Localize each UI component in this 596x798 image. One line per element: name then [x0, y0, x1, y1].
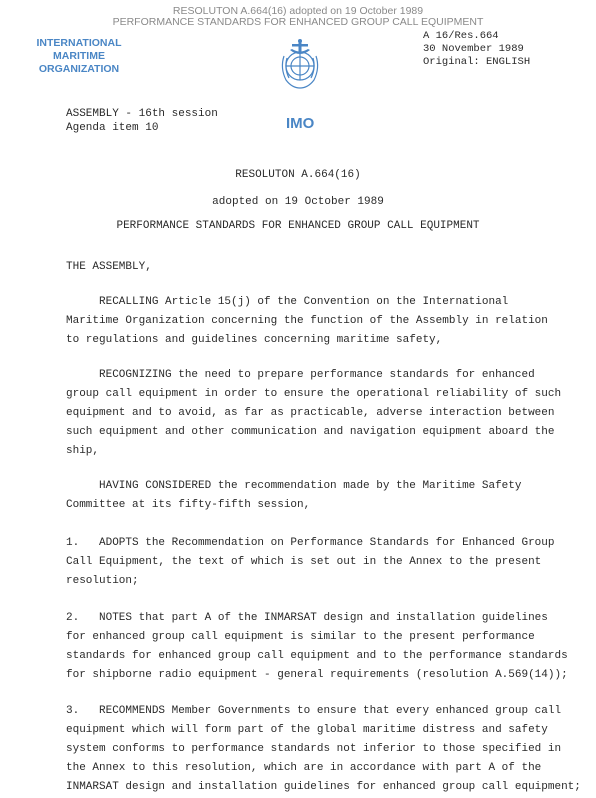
document-number: A 16/Res.664: [423, 30, 499, 42]
document-date: 30 November 1989: [423, 43, 524, 55]
paragraph-line: to regulations and guidelines concerning maritime safety,: [66, 334, 443, 346]
session-info: [66, 107, 218, 135]
paragraph-line: HAVING CONSIDERED the recommendation made by the Maritime Safety: [66, 480, 522, 492]
body-paragraph: [66, 477, 536, 515]
session-line: ASSEMBLY - 16th session: [66, 108, 218, 120]
body-paragraph: [66, 366, 562, 461]
resolution-subject: PERFORMANCE STANDARDS FOR ENHANCED GROUP CALL EQUIPMENT: [116, 220, 480, 232]
paragraph-line: the Annex to this resolution, which are in accordance with part A of the: [66, 762, 542, 774]
paragraph-line: 2. NOTES that part A of the INMARSAT design and installation guidelines: [66, 612, 548, 624]
resolution-number: RESOLUTON A.664(16): [235, 169, 361, 181]
paragraph-line: standards for enhanced group call equipment and to the performance standards: [66, 650, 568, 662]
paragraph-line: Committee at its fifty-fifth session,: [66, 499, 311, 511]
paragraph-line: RECOGNIZING the need to prepare performance standards for enhanced: [66, 369, 535, 381]
running-header-line-1: RESOLUTON A.664(16) adopted on 19 October 1989: [172, 5, 424, 17]
paragraph-line: 1. ADOPTS the Recommendation on Performance Standards for Enhanced Group: [66, 537, 555, 549]
document-reference: [423, 30, 530, 69]
paragraph-line: for shipborne radio equipment - general requirements (resolution A.569(14));: [66, 669, 568, 681]
paragraph-line: 3. RECOMMENDS Member Governments to ensure that every enhanced group call: [66, 705, 562, 717]
running-header-line-2: PERFORMANCE STANDARDS FOR ENHANCED GROUP CALL EQUIPMENT: [112, 16, 484, 28]
paragraph-line: RECALLING Article 15(j) of the Convention on the International: [66, 296, 509, 308]
body-paragraph: [66, 534, 555, 591]
assembly-heading: THE ASSEMBLY,: [66, 261, 152, 273]
agenda-line: Agenda item 10: [66, 122, 159, 134]
organization-name-line-1: INTERNATIONAL MARITIME: [36, 37, 122, 62]
body-paragraph: [66, 609, 568, 685]
paragraph-line: INMARSAT design and installation guidelines for enhanced group call equipment;: [66, 781, 581, 793]
imo-label: IMO: [286, 115, 315, 132]
body-paragraph: [66, 293, 548, 350]
document-original-language: Original: ENGLISH: [423, 56, 531, 68]
paragraph-line: system conforms to performance standards not inferior to those specified in: [66, 743, 562, 755]
paragraph-line: such equipment and other communication and navigation equipment aboard the: [66, 426, 555, 438]
un-emblem-icon: [272, 38, 328, 90]
organization-name: [10, 37, 148, 76]
paragraph-line: equipment and to avoid, as far as practicable, adverse interaction between: [66, 407, 555, 419]
paragraph-line: group call equipment in order to ensure the operational reliability of such: [66, 388, 562, 400]
organization-name-line-2: ORGANIZATION: [38, 63, 120, 75]
paragraph-line: equipment which will form part of the global maritime distress and safety: [66, 724, 548, 736]
adoption-date: adopted on 19 October 1989: [212, 196, 384, 208]
paragraph-line: ship,: [66, 445, 100, 457]
paragraph-line: Maritime Organization concerning the function of the Assembly in relation: [66, 315, 548, 327]
body-paragraph: [66, 702, 581, 797]
paragraph-line: for enhanced group call equipment is similar to the present performance: [66, 631, 535, 643]
paragraph-line: Call Equipment, the text of which is set out in the Annex to the present: [66, 556, 542, 568]
paragraph-line: resolution;: [66, 575, 139, 587]
